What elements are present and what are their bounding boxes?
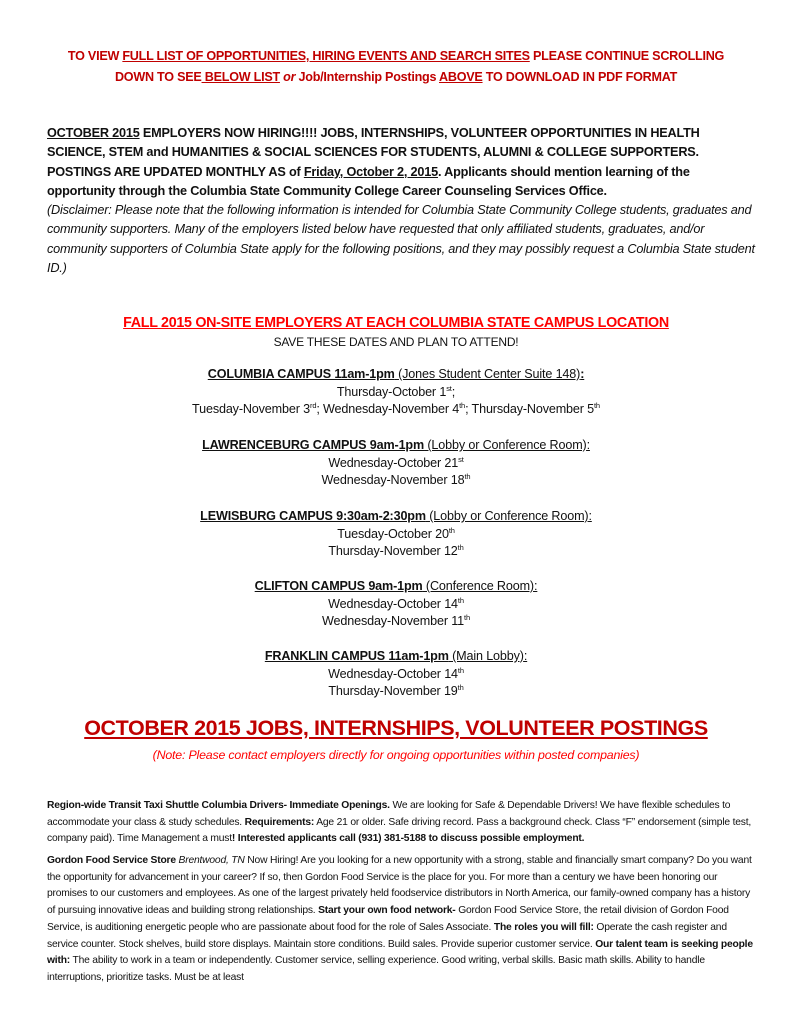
campus-date: Wednesday-November 11th: [322, 612, 470, 628]
above-text: ABOVE: [439, 70, 483, 84]
intro-headline: EMPLOYERS NOW HIRING!!!! JOBS, INTERNSHIPS, VOLUNTEER OPPORTUNITIES IN HEALTH SCIENCE, STEM and HUMANITIES & SOCIAL SCIENCES FOR STUDENTS, ALUMNI & COLLEGE SUPPORTERS. POSTINGS ARE UPDATED MONTHLY AS of: [47, 126, 700, 179]
campus-schedule: [40, 366, 752, 419]
campus-name-time: FRANKLIN CAMPUS 11am-1pm: [264, 649, 449, 663]
campus-date: Thursday-November 19th: [328, 682, 464, 698]
campus-name-time: LEWISBURG CAMPUS 9:30am-2:30pm: [200, 509, 426, 523]
disclaimer: (Disclaimer: Please note that the following information is intended for Columbia State Community College students, graduates and community supporters. Many of the employers listed below have requested that only affiliated students, graduates, and/or community supporters of Columbia State apply for the following positions, and they may possibly request a Columbia State student ID.): [47, 203, 755, 276]
campus-header: CLIFTON CAMPUS 9am-1pm (Conference Room):: [254, 579, 538, 593]
fall-onsite-subtitle: SAVE THESE DATES AND PLAN TO ATTEND!: [273, 335, 519, 349]
campus-date: Wednesday-October 14th: [328, 665, 464, 681]
banner-text: TO DOWNLOAD IN PDF FORMAT: [482, 70, 678, 84]
campus-schedule: [40, 437, 752, 490]
jobs-postings-note: (Note: Please contact employers directly for ongoing opportunities within posted companies): [152, 748, 640, 762]
banner-text: TO VIEW: [67, 49, 123, 63]
fall-onsite-title-text: FALL 2015 ON-SITE EMPLOYERS AT EACH COLUMBIA STATE CAMPUS LOCATION: [123, 315, 669, 331]
banner-text: DOWN TO SEE: [114, 70, 202, 84]
campus-date: Wednesday-November 18th: [321, 471, 471, 487]
banner-text: PLEASE CONTINUE SCROLLING: [529, 49, 725, 63]
campus-date: Tuesday-November 3rd; Wednesday-November 4th; Thursday-November 5th: [192, 400, 600, 416]
full-list-link-text: FULL LIST OF OPPORTUNITIES, HIRING EVENTS AND SEARCH SITES: [122, 49, 530, 63]
campus-location: (Main Lobby): [448, 649, 524, 663]
intro-update-date: Friday, October 2, 2015: [303, 164, 438, 179]
fall-onsite-title: [40, 315, 752, 331]
job-posting: Region-wide Transit Taxi Shuttle Columbia Drivers- Immediate Openings. We are looking for Safe & Dependable Drivers! We have flexible schedules to accommodate your class & study schedules. Requirements: Age 21 or older. Safe driving record. Pass a background check. Class “F” endorsement (simple test, company paid). Time Management a must! Interested applicants call (931) 381-5188 to discuss possible employment.: [47, 800, 752, 845]
below-list-text: BELOW LIST: [201, 70, 280, 84]
campus-location: (Conference Room): [422, 579, 534, 593]
campus-name-time: LAWRENCEBURG CAMPUS 9am-1pm: [202, 438, 425, 452]
campus-header: LAWRENCEBURG CAMPUS 9am-1pm (Lobby or Conference Room):: [202, 438, 590, 452]
campus-header: FRANKLIN CAMPUS 11am-1pm (Main Lobby):: [264, 649, 528, 663]
campus-date: Wednesday-October 21st: [328, 454, 464, 470]
intro-tail: . Applicants should mention learning of the opportunity through the Columbia State Community College Career Counseling Services Office.: [47, 164, 690, 198]
jobs-postings-title: [40, 716, 752, 741]
job-posting: Gordon Food Service Store Brentwood, TN Now Hiring! Are you looking for a new opportunity with a strong, stable and financially smart company? Do you want the opportunity for advancement in your career? If so, then Gordon Food Service is the place for you. For more than a century we have been honoring our promises to our customers and employees. As one of the largest privately held foodservice distributors in North America, our family-owned company has a history of pursuing innovative ideas and building strong relationships. Start your own food network- Gordon Food Service Store, the retail division of Gordon Food Service, is auditioning energetic people who are passionate about food for the role of Sales Associate. The roles you will fill: Operate the cash register and service counter. Stock shelves, build store displays. Maintain store conditions. Build sales. Provide superior customer service. Our talent team is seeking people with: The ability to work in a team or independently. Customer service, selling experience. Good writing, verbal skills. Basic math skills. Ability to handle interruptions, prioritize tasks. Must be at least: [47, 855, 753, 983]
campus-date: Tuesday-October 20th: [337, 525, 455, 541]
jobs-postings-title-text: OCTOBER 2015 JOBS, INTERNSHIPS, VOLUNTEER POSTINGS: [84, 716, 708, 740]
campus-location: (Lobby or Conference Room): [424, 438, 587, 452]
banner-text: Job/Internship Postings: [295, 70, 439, 84]
intro-month: OCTOBER 2015: [47, 126, 140, 140]
scroll-instructions-banner: [40, 46, 752, 88]
campus-date: Wednesday-October 14th: [328, 595, 464, 611]
campus-schedule: [40, 508, 752, 561]
campus-header: LEWISBURG CAMPUS 9:30am-2:30pm (Lobby or Conference Room):: [200, 509, 592, 523]
banner-or: or: [279, 70, 296, 84]
campus-name-time: CLIFTON CAMPUS 9am-1pm: [254, 579, 423, 593]
campus-schedule: [40, 578, 752, 631]
campus-date: Thursday-November 12th: [328, 542, 464, 558]
campus-date: Thursday-October 1st;: [336, 383, 456, 399]
intro-section: [47, 124, 757, 278]
campus-location: (Lobby or Conference Room): [425, 509, 589, 523]
campus-name-time: COLUMBIA CAMPUS 11am-1pm: [207, 367, 395, 381]
campus-schedule: [40, 648, 752, 701]
campus-location: (Jones Student Center Suite 148): [394, 367, 581, 381]
campus-header: COLUMBIA CAMPUS 11am-1pm (Jones Student Center Suite 148):: [207, 367, 585, 381]
